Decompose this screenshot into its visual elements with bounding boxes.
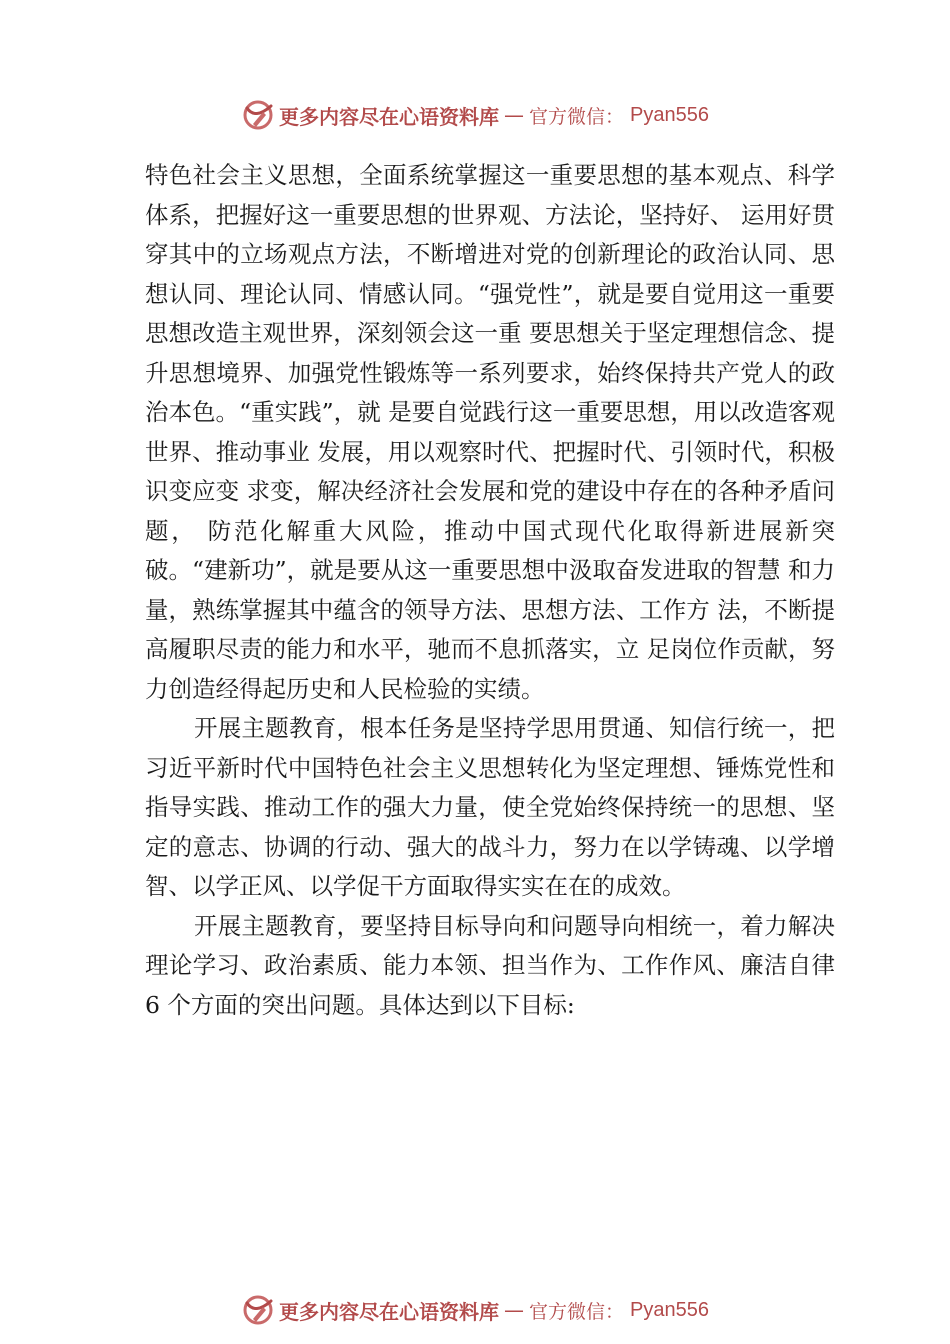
document-body bbox=[145, 156, 835, 1025]
watermark-separator: — bbox=[504, 103, 524, 127]
paragraph-1: 特色社会主义思想，全面系统掌握这一重要思想的基本观点、科学体系，把握好这一重要思想的世界观、方法论，坚持好、 运用好贯穿其中的立场观点方法，不断增进对党的创新理论的政治认同、思想认同、理论认同、情感认同。“强党性”，就是要自觉用这一重要思想改造主观世界，深刻领会这一重 要思想关于坚定理想信念、提升思想境界、加强党性锻炼等一系列要求，始终保持共产党人的政治本色。“重实践”，就 是要自觉践行这一重要思想，用以改造客观世界、推动事业 发展，用以观察时代、把握时代、引领时代，积极识变应变 求变，解决经济社会发展和党的建设中存在的各种矛盾问题， 防范化解重大风险，推动中国式现代化取得新进展新突破。“建新功”，就是要从这一重要思想中汲取奋发进取的智慧 和力量，熟练掌握其中蕴含的领导方法、思想方法、工作方 法，不断提高履职尽责的能力和水平，驰而不息抓落实，立 足岗位作贡献，努力创造经得起历史和人民检验的实绩。 bbox=[145, 161, 835, 703]
pen-logo-icon bbox=[241, 98, 275, 132]
pen-logo-icon bbox=[241, 1293, 275, 1327]
header-watermark bbox=[0, 93, 950, 137]
watermark-brand: 更多内容尽在心语资料库 bbox=[279, 1299, 499, 1324]
watermark-label: 官方微信： bbox=[529, 105, 625, 128]
watermark-separator: — bbox=[504, 1298, 524, 1322]
paragraph-2: 开展主题教育，根本任务是坚持学思用贯通、知信行统一，把习近平新时代中国特色社会主义思想转化为坚定理想、锤炼党性和指导实践、推动工作的强大力量，使全党始终保持统一的思想、坚定的意志、协调的行动、强大的战斗力，努力在以学铸魂、以学增智、以学正风、以学促干方面取得实实在在的成效。 bbox=[145, 714, 835, 900]
watermark-brand: 更多内容尽在心语资料库 bbox=[279, 104, 499, 129]
paragraph-3: 开展主题教育，要坚持目标导向和问题导向相统一，着力解决理论学习、政治素质、能力本领、担当作为、工作作风、廉洁自律 6 个方面的突出问题。具体达到以下目标: bbox=[145, 911, 835, 1019]
watermark-wechat-id: Pyan556 bbox=[630, 103, 709, 126]
watermark-wechat-id: Pyan556 bbox=[630, 1298, 709, 1321]
footer-watermark bbox=[0, 1288, 950, 1332]
watermark-label: 官方微信： bbox=[529, 1300, 625, 1323]
